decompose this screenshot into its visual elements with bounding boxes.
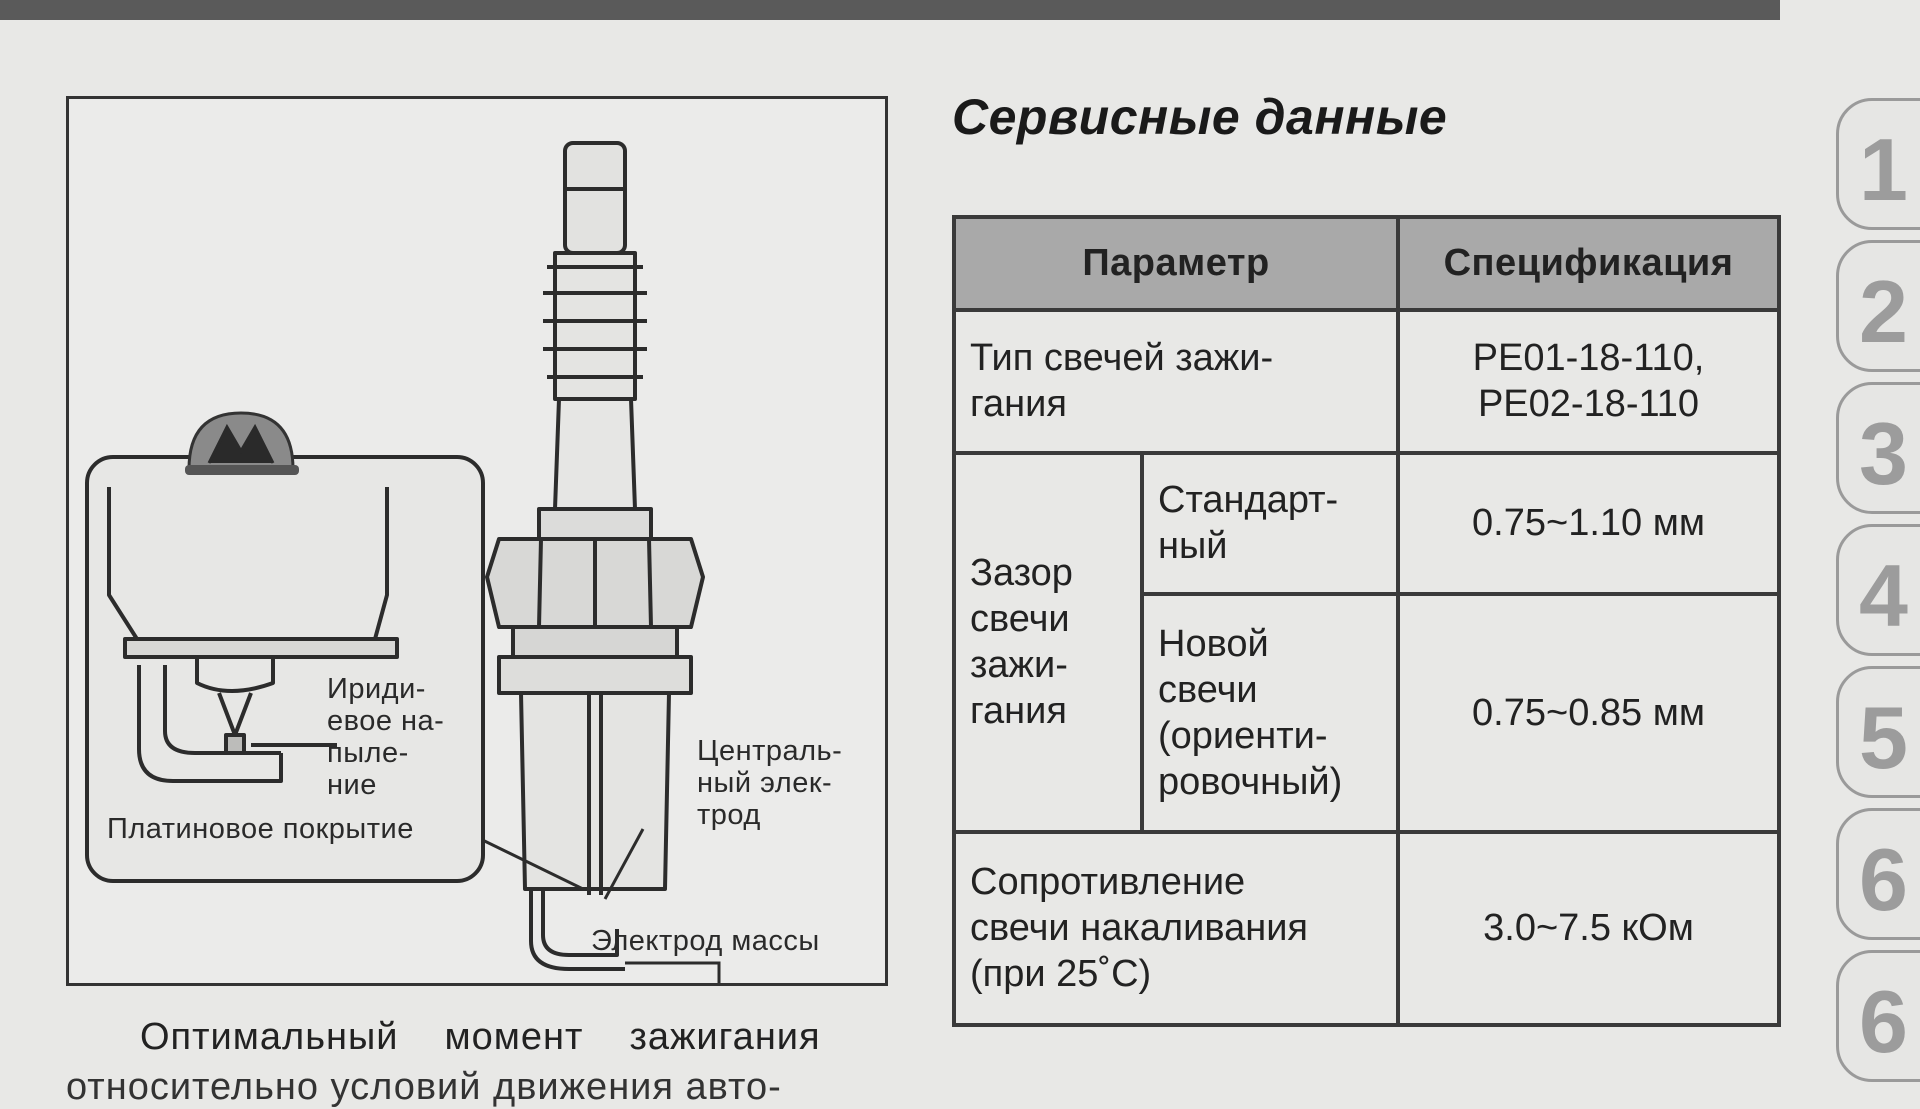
cell-gap-standard-value: 0.75~1.10 мм [1398, 453, 1779, 594]
cell-resistance-value: 3.0~7.5 кОм [1398, 832, 1779, 1025]
cell-gap-new-label: Новой свечи (ориенти- ровочный) [1142, 594, 1398, 832]
chapter-tab-5[interactable]: 5 [1836, 666, 1920, 798]
chapter-tab-4[interactable]: 4 [1836, 524, 1920, 656]
table-row [954, 310, 1779, 453]
cell-gap-new-value: 0.75~0.85 мм [1398, 594, 1779, 832]
spark-plug-illustration [66, 96, 888, 986]
body-paragraph-line-cut: относительно условий движения авто- [66, 1066, 782, 1108]
logo-emblem [185, 413, 299, 475]
label-center-electrode: Централь- ный элек- трод [697, 735, 843, 831]
spark-plug-drawing [69, 99, 885, 983]
cell-plug-type-value: PE01-18-110, PE02-18-110 [1398, 310, 1779, 453]
table-header-row [954, 217, 1779, 310]
chapter-tab-6b[interactable]: 6 [1836, 950, 1920, 1082]
table-row [954, 453, 1779, 594]
label-platinum-coating: Платиновое покрытие [107, 813, 414, 845]
cell-gap-standard-label: Стандарт- ный [1142, 453, 1398, 594]
body-paragraph-line: Оптимальный момент зажигания [140, 1016, 821, 1058]
chapter-tab-3[interactable]: 3 [1836, 382, 1920, 514]
chapter-tab-1[interactable]: 1 [1836, 98, 1920, 230]
header-parameter: Параметр [954, 217, 1398, 310]
label-iridium-coating: Ириди- евое на- пыле- ние [327, 673, 445, 801]
section-title: Сервисные данные [952, 89, 1448, 145]
cell-gap-label: Зазор свечи зажи- гания [954, 453, 1142, 832]
header-specification: Спецификация [1398, 217, 1779, 310]
label-ground-electrode: Электрод массы [591, 925, 820, 957]
chapter-tab-6[interactable]: 6 [1836, 808, 1920, 940]
cell-plug-type-label: Тип свечей зажи- гания [954, 310, 1398, 453]
service-data-table [952, 215, 1781, 1027]
cell-resistance-label: Сопротивление свечи накаливания (при 25˚С) [954, 832, 1398, 1025]
table-row [954, 832, 1779, 1025]
page-header-bar [0, 0, 1780, 20]
chapter-tab-2[interactable]: 2 [1836, 240, 1920, 372]
